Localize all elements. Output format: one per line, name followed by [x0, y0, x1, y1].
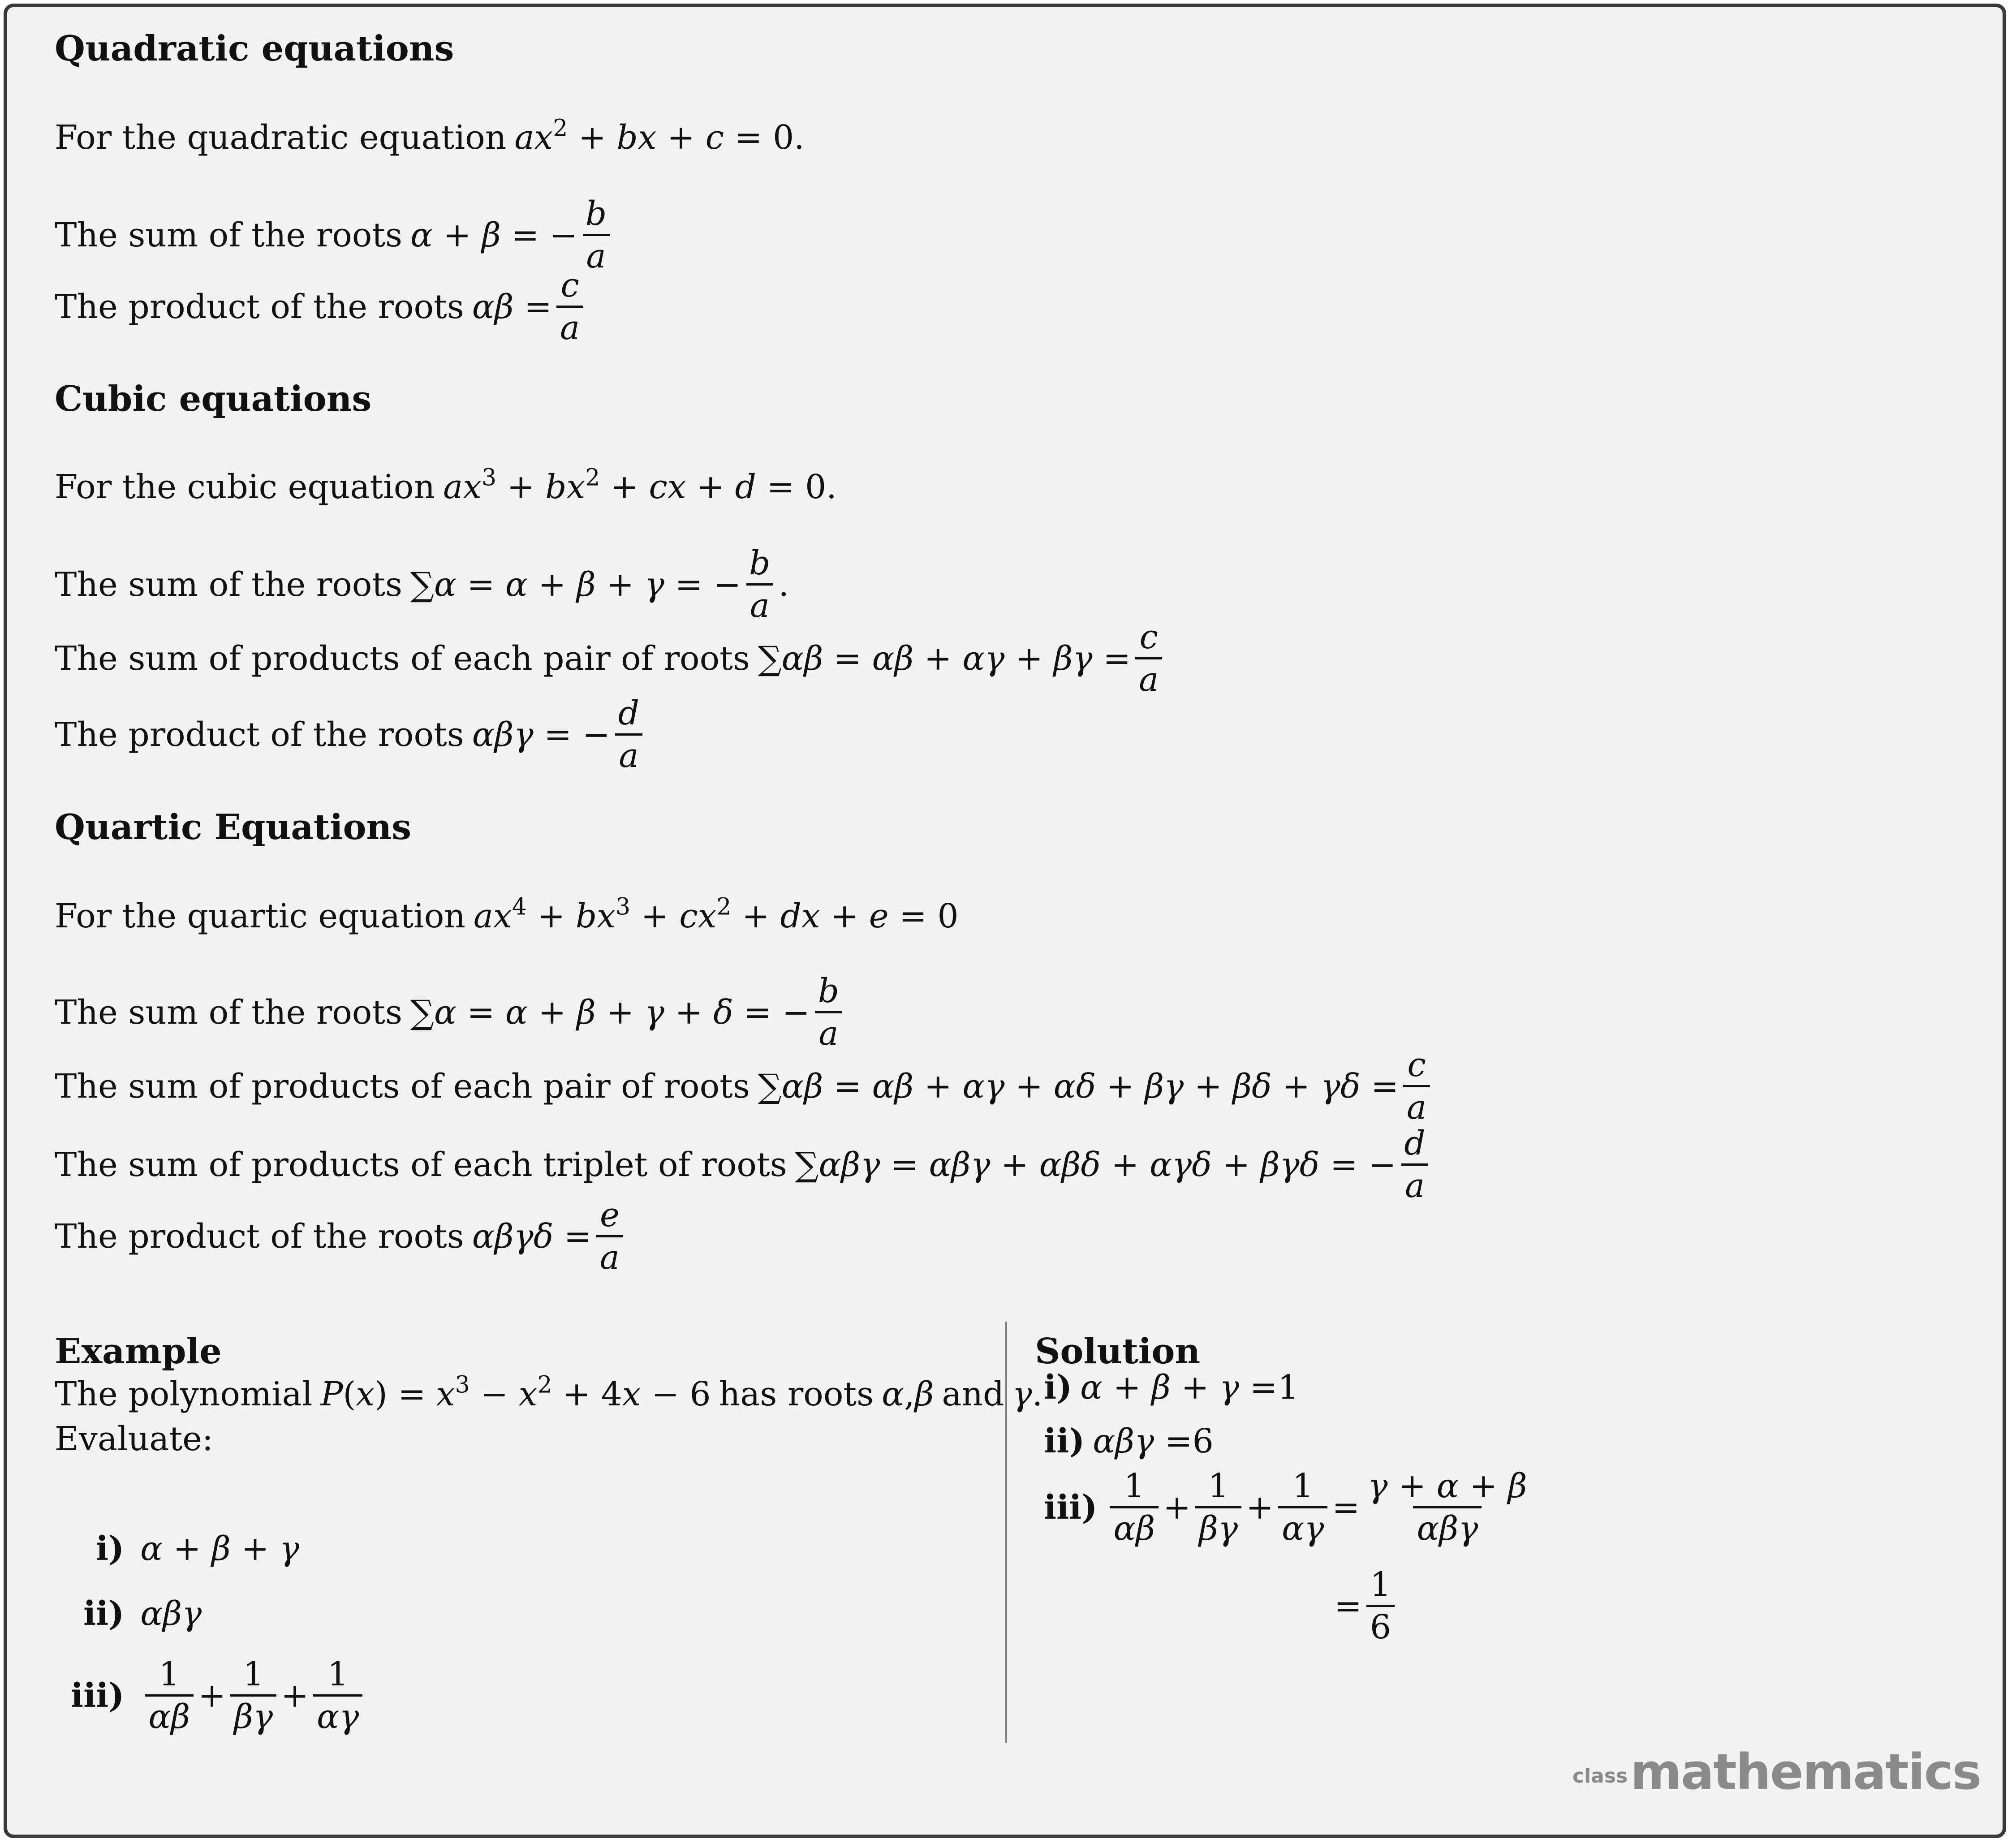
quartic-pair-line: The sum of products of each pair of roots ∑αβ = αβ + αγ + αδ + βγ + βδ + γδ = $\frac{c}{a}$: [55, 1048, 1434, 1124]
example-polynomial-line: The polynomial $P(x) = x^3 - x^2 + 4x - 6$ has roots α,β and γ.: [55, 1371, 1043, 1413]
cubic-sum-line: The sum of the roots ∑α = α + β + γ = − $\frac{b}{a}$ .: [55, 544, 789, 625]
quartic-sum-line: The sum of the roots ∑α = α + β + γ + δ = − $\frac{b}{a}$: [55, 974, 847, 1050]
cubic-equation: $ax^3 + bx^2$ + cx + d = 0.: [443, 464, 837, 506]
solution-item-ii: ii) αβγ = 6: [1044, 1422, 1214, 1460]
cubic-product-line: The product of the roots αβγ = − $\frac{d}{a}$: [55, 697, 647, 772]
example-evaluate: Evaluate:: [55, 1420, 213, 1458]
quadratic-intro: For the quadratic equation $ax^2$ + bx + c = 0.: [55, 115, 805, 157]
fraction-1-over-beta-gamma: $\frac{1}{\beta\gamma}$: [230, 1658, 276, 1733]
quadratic-sum-line: The sum of the roots α + β = − $\frac{b}{a}$: [55, 197, 615, 273]
solution-result: = $\frac{1}{6}$: [1334, 1568, 1399, 1644]
solution-item-iii: iii) $\frac{1}{\alpha\beta}$ + $\frac{1}{\beta\gamma}$ + $\frac{1}{\alpha\gamma}$ = $\frac{\gamma + \alpha + \beta}{\text{αβγ}}$: [1044, 1469, 1535, 1545]
example-item-iii: iii) $\frac{1}{\alpha\beta}$ + $\frac{1}{\beta\gamma}$ + $\frac{1}{\alpha\gamma}$: [71, 1658, 367, 1733]
cubic-intro: For the cubic equation $ax^3 + bx^2$ + cx + d = 0.: [55, 464, 837, 506]
example-heading: Example: [55, 1331, 222, 1372]
example-item-i: i) α + β + γ: [96, 1529, 300, 1568]
solution-heading: Solution: [1035, 1331, 1201, 1372]
fraction-1-over-alpha-beta: $\frac{1}{\alpha\beta}$: [1110, 1469, 1159, 1545]
fraction-sum-over-product: $\frac{\gamma + \alpha + \beta}{\text{αβγ}}$: [1368, 1467, 1527, 1548]
column-divider: [1005, 1322, 1007, 1743]
cubic-heading: Cubic equations: [55, 379, 372, 419]
fraction-e-over-a: $\frac{e}{a}$: [596, 1198, 623, 1274]
quadratic-equation: $ax^2$ + bx + c = 0.: [514, 115, 805, 157]
quadratic-product-line: The product of the roots αβ = $\frac{c}{a}$: [55, 269, 588, 345]
quartic-intro: For the quartic equation $ax^4 + bx^3 + cx^2$ + dx + e = 0: [55, 893, 959, 935]
cubic-pair-line: The sum of products of each pair of roots ∑αβ = αβ + αγ + βγ = $\frac{c}{a}$: [55, 620, 1167, 696]
fraction-c-over-a: $\frac{c}{a}$: [1135, 620, 1162, 696]
example-item-ii: ii) αβγ: [83, 1594, 202, 1633]
quartic-triplet-line: The sum of products of each triplet of roots ∑αβγ = αβγ + αβδ + αγδ + βγδ = − $\frac{d}{a}$: [55, 1127, 1434, 1202]
quartic-heading: Quartic Equations: [55, 807, 412, 848]
fraction-1-over-alpha-gamma: $\frac{1}{\alpha\gamma}$: [313, 1658, 362, 1733]
quartic-equation: $ax^4 + bx^3 + cx^2$ + dx + e = 0: [473, 893, 959, 935]
fraction-d-over-a: $\frac{d}{a}$: [1400, 1127, 1429, 1202]
fraction-b-over-a: $\frac{b}{a}$: [745, 547, 774, 622]
fraction-1-over-alpha-beta: $\frac{1}{\alpha\beta}$: [145, 1658, 194, 1733]
quadratic-heading: Quadratic equations: [55, 28, 454, 69]
quartic-product-line: The product of the roots αβγδ = $\frac{e}{a}$: [55, 1198, 628, 1274]
fraction-c-over-a: $\frac{c}{a}$: [1403, 1048, 1430, 1124]
fraction-c-over-a: $\frac{c}{a}$: [556, 269, 583, 345]
fraction-1-over-beta-gamma: $\frac{1}{\beta\gamma}$: [1195, 1469, 1241, 1545]
fraction-b-over-a: $\frac{b}{a}$: [582, 197, 610, 273]
fraction-1-over-alpha-gamma: $\frac{1}{\alpha\gamma}$: [1278, 1469, 1327, 1545]
fraction-1-over-6: $\frac{1}{6}$: [1366, 1568, 1395, 1644]
class-mathematics-logo: class mathematics: [1572, 1743, 1981, 1801]
fraction-d-over-a: $\frac{d}{a}$: [615, 697, 643, 772]
fraction-b-over-a: $\frac{b}{a}$: [814, 974, 843, 1050]
solution-item-i: i) α + β + γ = 1: [1044, 1368, 1299, 1407]
